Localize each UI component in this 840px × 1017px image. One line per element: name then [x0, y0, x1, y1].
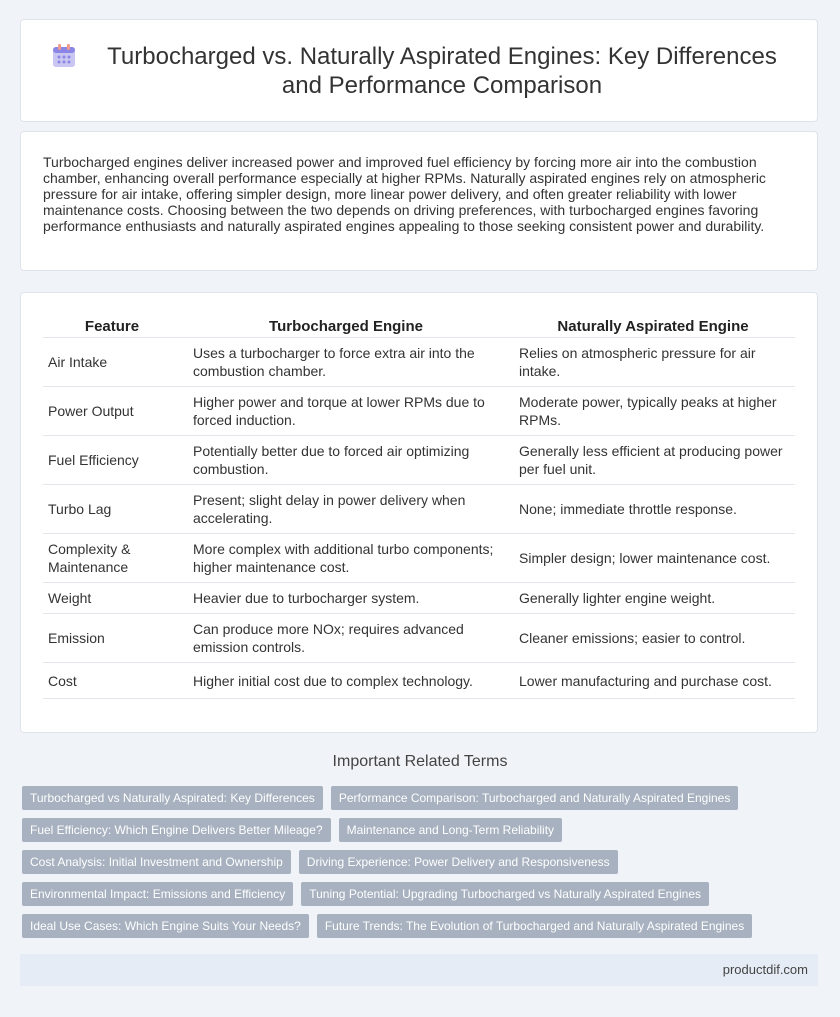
turbo-cell: Higher power and torque at lower RPMs due to forced induction. — [181, 387, 511, 436]
column-header-feature: Feature — [43, 313, 181, 338]
related-term-tag[interactable]: Ideal Use Cases: Which Engine Suits Your Needs? — [22, 914, 309, 938]
column-header-naturally-aspirated: Naturally Aspirated Engine — [511, 313, 795, 338]
comparison-table — [43, 313, 795, 699]
related-terms-heading: Important Related Terms — [332, 753, 508, 770]
turbo-cell: Can produce more NOx; requires advanced emission controls. — [181, 614, 511, 663]
related-term-tag[interactable]: Environmental Impact: Emissions and Efficiency — [22, 882, 293, 906]
related-terms-list — [22, 786, 822, 946]
footer-site-link[interactable]: productdif.com — [722, 962, 808, 977]
na-cell: Cleaner emissions; easier to control. — [511, 614, 795, 663]
table-row — [43, 663, 795, 699]
related-term-tag[interactable]: Future Trends: The Evolution of Turbocharged and Naturally Aspirated Engines — [317, 914, 752, 938]
page-title: Turbocharged vs. Naturally Aspirated Engines: Key Differences and Performance Comparison — [107, 42, 777, 99]
intro-card — [20, 131, 818, 271]
feature-cell: Air Intake — [43, 338, 181, 387]
na-cell: None; immediate throttle response. — [511, 485, 795, 534]
na-cell: Generally less efficient at producing power per fuel unit. — [511, 436, 795, 485]
related-term-tag[interactable]: Driving Experience: Power Delivery and Responsiveness — [299, 850, 618, 874]
table-row — [43, 485, 795, 534]
comparison-table-card — [20, 292, 818, 733]
na-cell: Moderate power, typically peaks at higher RPMs. — [511, 387, 795, 436]
na-cell: Relies on atmospheric pressure for air intake. — [511, 338, 795, 387]
feature-cell: Power Output — [43, 387, 181, 436]
footer — [20, 954, 818, 986]
turbo-cell: Heavier due to turbocharger system. — [181, 583, 511, 614]
intro-paragraph: Turbocharged engines deliver increased power and improved fuel efficiency by forcing more air into the combustion chamber, enhancing overall performance especially at higher RPMs. Naturally aspirated engines rely on atmospheric pressure for air intake, offering simpler design, more linear power delivery, and often greater reliability with lower maintenance costs. Choosing between the two depends on driving preferences, with turbocharged engines favoring performance enthusiasts and naturally aspirated engines appealing to those seeking consistent power and durability. — [43, 154, 766, 234]
table-row — [43, 338, 795, 387]
calendar-icon — [51, 43, 77, 69]
related-term-tag[interactable]: Performance Comparison: Turbocharged and Naturally Aspirated Engines — [331, 786, 739, 810]
na-cell: Generally lighter engine weight. — [511, 583, 795, 614]
turbo-cell: Present; slight delay in power delivery when accelerating. — [181, 485, 511, 534]
feature-cell: Turbo Lag — [43, 485, 181, 534]
turbo-cell: Higher initial cost due to complex technology. — [181, 663, 511, 699]
feature-cell: Cost — [43, 663, 181, 699]
column-header-turbocharged: Turbocharged Engine — [181, 313, 511, 338]
feature-cell: Weight — [43, 583, 181, 614]
table-row — [43, 387, 795, 436]
related-term-tag[interactable]: Turbocharged vs Naturally Aspirated: Key Differences — [22, 786, 323, 810]
turbo-cell: Potentially better due to forced air optimizing combustion. — [181, 436, 511, 485]
feature-cell: Complexity & Maintenance — [43, 534, 181, 583]
title-card — [20, 19, 818, 122]
table-row — [43, 614, 795, 663]
feature-cell: Fuel Efficiency — [43, 436, 181, 485]
turbo-cell: Uses a turbocharger to force extra air into the combustion chamber. — [181, 338, 511, 387]
table-header-row — [43, 313, 795, 338]
table-row — [43, 534, 795, 583]
related-term-tag[interactable]: Fuel Efficiency: Which Engine Delivers Better Mileage? — [22, 818, 331, 842]
related-term-tag[interactable]: Maintenance and Long-Term Reliability — [339, 818, 562, 842]
table-row — [43, 583, 795, 614]
na-cell: Lower manufacturing and purchase cost. — [511, 663, 795, 699]
turbo-cell: More complex with additional turbo components; higher maintenance cost. — [181, 534, 511, 583]
related-term-tag[interactable]: Cost Analysis: Initial Investment and Ownership — [22, 850, 291, 874]
feature-cell: Emission — [43, 614, 181, 663]
table-row — [43, 436, 795, 485]
related-term-tag[interactable]: Tuning Potential: Upgrading Turbocharged vs Naturally Aspirated Engines — [301, 882, 709, 906]
na-cell: Simpler design; lower maintenance cost. — [511, 534, 795, 583]
